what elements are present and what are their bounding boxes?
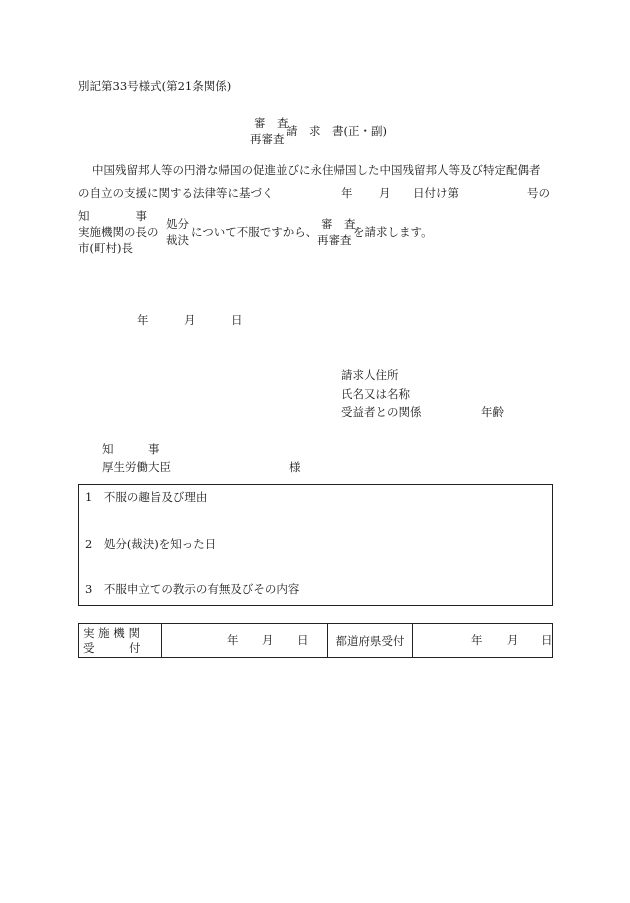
receipt-agency-date [162, 624, 328, 658]
receipt-date1-year: 年 [227, 633, 239, 647]
body-date-suffix: 日付け第 [413, 186, 459, 200]
authority-mayor: 市(町村)長 [78, 241, 133, 255]
receipt-agency-bottom: 受 付 [83, 640, 141, 655]
body-month: 月 [379, 186, 391, 200]
request-review: 審 査 [321, 217, 356, 231]
body-go-no: 号の [527, 186, 550, 200]
body-end-text: を請求します。 [353, 225, 433, 239]
date-year: 年 [137, 313, 149, 327]
receipt-agency-top: 実 施 機 関 [83, 626, 140, 641]
body-line-1: 中国残留邦人等の円滑な帰国の促進並びに永住帰国した中国残留邦人等及び特定配偶者 [92, 163, 541, 177]
body-line-2: の自立の支援に関する法律等に基づく [78, 186, 274, 200]
addressee-minister: 厚生労働大臣 [102, 460, 171, 474]
addressee-governor: 知 事 [102, 442, 160, 456]
action-disposition: 処分 [166, 217, 189, 231]
receipt-table [78, 623, 553, 658]
addressee-honorific: 様 [289, 460, 301, 474]
action-ruling: 裁決 [166, 233, 189, 247]
item-instruction: 3 不服申立ての教示の有無及びその内容 [85, 582, 300, 596]
receipt-agency-cell [79, 624, 162, 658]
item-reason: 1 不服の趣旨及び理由 [85, 490, 208, 504]
receipt-date1-month: 月 [262, 633, 274, 647]
receipt-prefecture-date [413, 624, 553, 658]
body-mid-text: について不服ですから、 [191, 225, 318, 239]
receipt-date1-day: 日 [297, 633, 309, 647]
claimant-name-label: 氏名又は名称 [341, 387, 410, 401]
receipt-date2-year: 年 [471, 633, 483, 647]
claimant-relation-label: 受益者との関係 [341, 405, 422, 419]
form-number: 別記第33号様式(第21条関係) [78, 79, 232, 93]
title-kind-top: 審 査 [254, 116, 289, 130]
page-title: 請 求 書(正・副) [286, 124, 387, 138]
claimant-address-label: 請求人住所 [341, 368, 399, 382]
authority-governor: 知 事 [78, 209, 147, 223]
receipt-prefecture-label: 都道府県受付 [328, 624, 413, 658]
date-month: 月 [184, 313, 196, 327]
request-re-review: 再審査 [317, 233, 352, 247]
item-date-known: 2 処分(裁決)を知った日 [85, 537, 217, 551]
receipt-date2-day: 日 [541, 633, 553, 647]
authority-agency-head: 実施機関の長の [78, 225, 159, 239]
receipt-date2-month: 月 [507, 633, 519, 647]
title-kind-bottom: 再審査 [250, 132, 285, 146]
claimant-age-label: 年齢 [481, 405, 504, 419]
body-year: 年 [341, 186, 353, 200]
date-day: 日 [231, 313, 243, 327]
